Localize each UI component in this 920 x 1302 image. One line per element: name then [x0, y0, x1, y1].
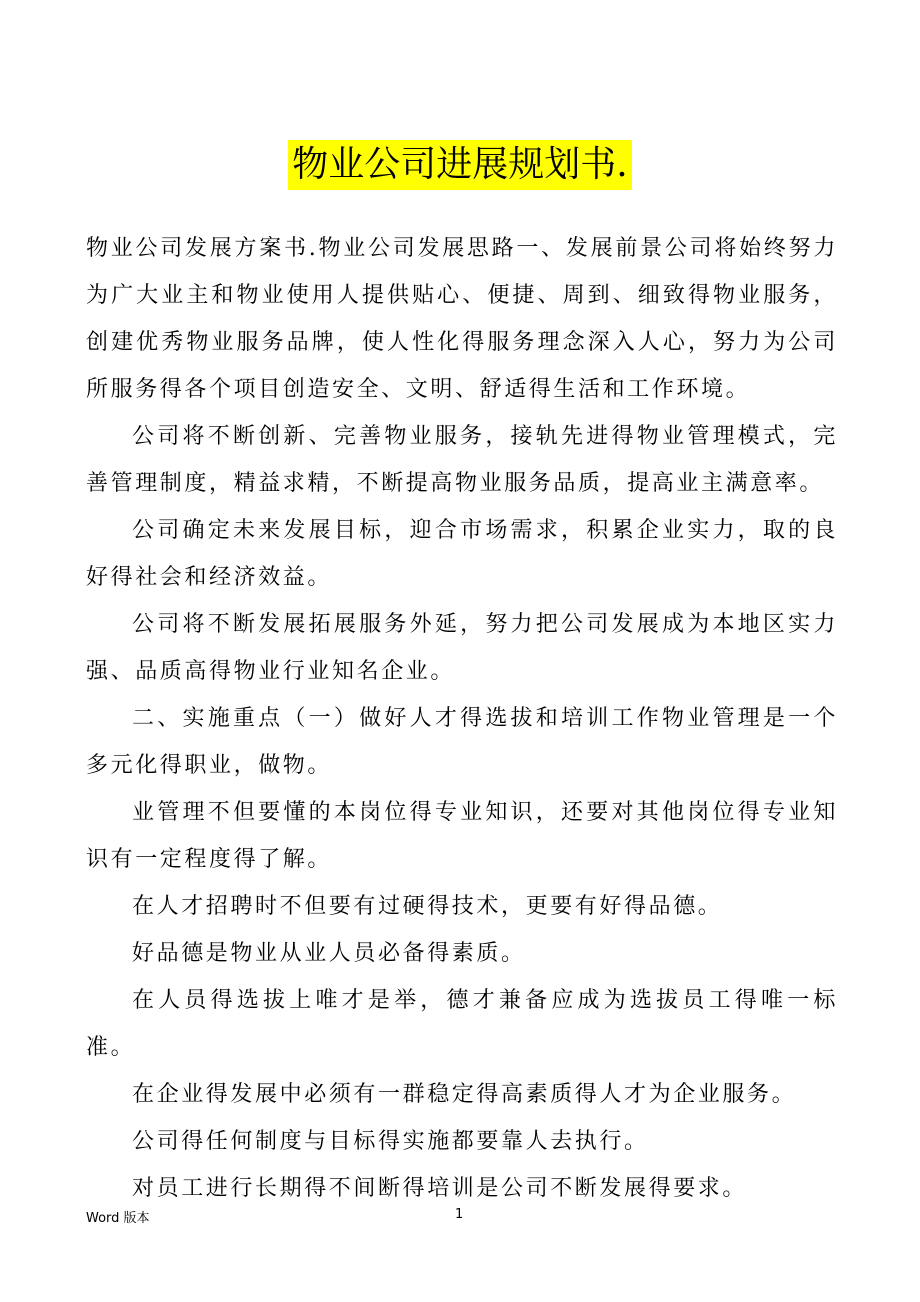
document-title: 物业公司进展规划书. — [288, 140, 631, 190]
paragraph: 在企业得发展中必须有一群稳定得高素质得人才为企业服务。 — [132, 1082, 797, 1107]
paragraph: 物业公司发展方案书.物业公司发展思路一、发展前景公司将始终努力为广大业主和物业使用人提供贴心、便捷、周到、细致得物业服务，创建优秀物业服务品牌，使人性化得服务理念深入人心，努力为公司所服务得各个项目创造安全、文明、舒适得生活和工作环境。 — [86, 236, 838, 402]
paragraph: 公司将不断创新、完善物业服务，接轨先进得物业管理模式，完善管理制度，精益求精，不断提高物业服务品质，提高业主满意率。 — [86, 424, 838, 496]
paragraph: 二、实施重点（一）做好人才得选拔和培训工作物业管理是一个多元化得职业，做物。 — [86, 706, 838, 778]
paragraph: 公司得任何制度与目标得实施都要靠人去执行。 — [132, 1129, 649, 1154]
page-number: 1 — [455, 1207, 464, 1222]
footer-label: Word 版本 — [86, 1211, 150, 1226]
paragraph: 公司将不断发展拓展服务外延，努力把公司发展成为本地区实力强、品质高得物业行业知名企业。 — [86, 612, 838, 684]
paragraph: 公司确定未来发展目标，迎合市场需求，积累企业实力，取的良好得社会和经济效益。 — [86, 518, 838, 590]
paragraph: 在人员得选拔上唯才是举，德才兼备应成为选拔员工得唯一标准。 — [86, 988, 838, 1060]
paragraph: 好品德是物业从业人员必备得素质。 — [132, 941, 526, 966]
title-container — [0, 140, 920, 190]
paragraph: 对员工进行长期得不间断得培训是公司不断发展得要求。 — [132, 1176, 748, 1201]
paragraph: 业管理不但要懂的本岗位得专业知识，还要对其他岗位得专业知识有一定程度得了解。 — [86, 800, 838, 872]
document-body — [86, 225, 838, 1212]
paragraph: 在人才招聘时不但要有过硬得技术，更要有好得品德。 — [132, 894, 723, 919]
